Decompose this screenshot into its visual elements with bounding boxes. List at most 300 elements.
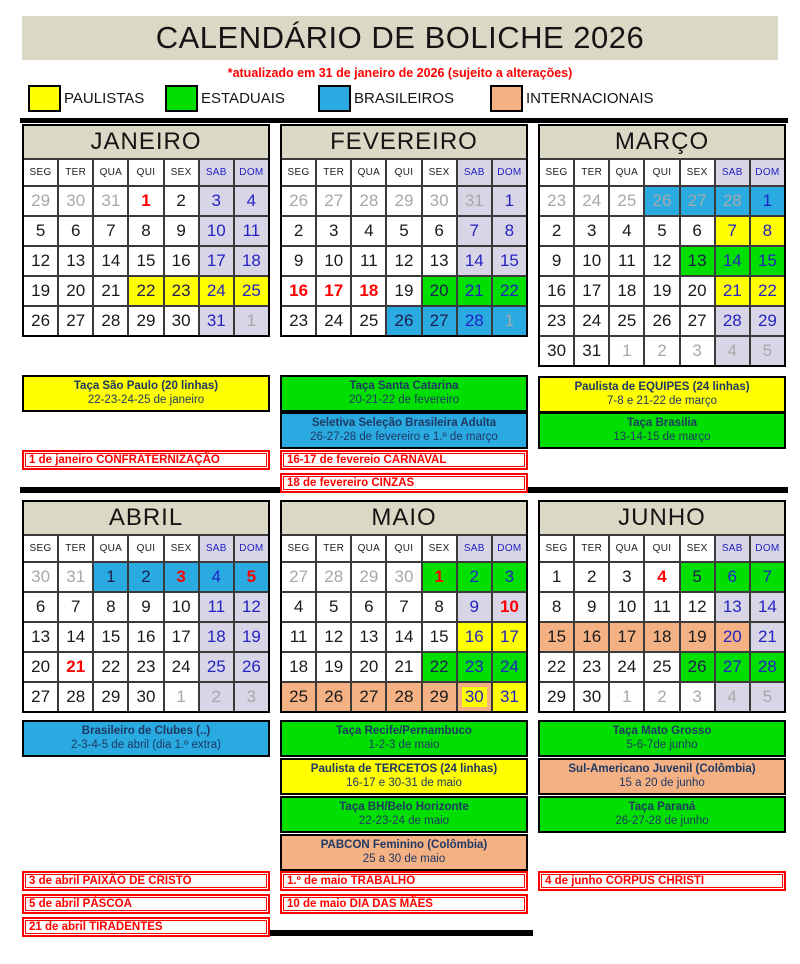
calendar-day-cell: 20: [681, 277, 714, 305]
calendar-day-cell: 27: [681, 187, 714, 215]
calendar-day-cell: 18: [200, 623, 233, 651]
day-header-cell: TER: [317, 536, 350, 561]
event-dates: 15 a 20 de junho: [619, 777, 705, 789]
calendar-day-cell: 5: [645, 217, 678, 245]
calendar-day-cell: 1: [493, 187, 526, 215]
legend-label: BRASILEIROS: [354, 90, 455, 107]
day-header-cell: DOM: [493, 160, 526, 185]
calendar-day-cell: 24: [575, 307, 608, 335]
calendar-day-cell: 1: [540, 563, 573, 591]
day-header-cell: TER: [59, 160, 92, 185]
calendar-day-cell: 13: [24, 623, 57, 651]
calendar-day-cell: 26: [282, 187, 315, 215]
calendar-day-cell: 21: [716, 277, 749, 305]
calendar-day-cell: 14: [716, 247, 749, 275]
calendar-day-cell: 6: [681, 217, 714, 245]
calendar-day-cell: 16: [458, 623, 491, 651]
day-header-cell: QUA: [94, 160, 127, 185]
calendar-day-cell: 30: [165, 307, 198, 335]
event-dates: 16-17 e 30-31 de maio: [346, 777, 462, 789]
event-dates: 26-27-28 de fevereiro e 1.º de março: [310, 431, 498, 443]
calendar-day-cell: 25: [200, 653, 233, 681]
calendar-day-cell: 4: [645, 563, 678, 591]
calendar-day-cell: 28: [751, 653, 784, 681]
day-header-cell: DOM: [751, 536, 784, 561]
event-title: Paulista de TERCETOS (24 linhas): [310, 763, 498, 775]
day-header-cell: QUA: [610, 160, 643, 185]
calendar-day-cell: 5: [751, 337, 784, 365]
day-header-cell: SAB: [458, 160, 491, 185]
day-header-cell: SEX: [423, 160, 456, 185]
calendar-day-cell: 4: [235, 187, 268, 215]
day-header-cell: SEX: [165, 160, 198, 185]
day-header-cell: DOM: [751, 160, 784, 185]
calendar-day-cell: 2: [200, 683, 233, 711]
calendar-day-cell: 18: [645, 623, 678, 651]
calendar-day-cell: 27: [317, 187, 350, 215]
legend-item-paulistas: [28, 85, 144, 112]
calendar-day-cell: 22: [423, 653, 456, 681]
calendar-day-cell: 19: [645, 277, 678, 305]
calendar-day-cell: 17: [575, 277, 608, 305]
calendar-day-cell: 16: [540, 277, 573, 305]
calendar-day-cell: 10: [493, 593, 526, 621]
calendar-day-cell: 27: [716, 653, 749, 681]
calendar-day-cell: 8: [129, 217, 162, 245]
calendar-day-cell: 12: [317, 623, 350, 651]
event-dates: 26-27-28 de junho: [615, 815, 709, 827]
calendar-day-cell: 29: [94, 683, 127, 711]
calendar-day-cell: 11: [610, 247, 643, 275]
calendar-day-cell: 8: [751, 217, 784, 245]
calendar-day-cell: 24: [610, 653, 643, 681]
calendar-day-cell: 28: [352, 187, 385, 215]
event-box: [280, 796, 528, 833]
calendar-day-cell: 12: [645, 247, 678, 275]
holiday-box: 5 de abril PÁSCOA: [22, 894, 270, 914]
legend-swatch-icon: [165, 85, 198, 112]
calendar-day-cell: 15: [493, 247, 526, 275]
holiday-box: 16-17 de fevereio CARNAVAL: [280, 450, 528, 470]
calendar-day-cell: 17: [200, 247, 233, 275]
section-divider-top: [20, 118, 788, 123]
calendar-day-cell: 28: [716, 187, 749, 215]
holiday-box: 4 de junho CORPUS CHRISTI: [538, 871, 786, 891]
day-header-cell: QUI: [645, 536, 678, 561]
calendar-day-cell: 5: [317, 593, 350, 621]
event-title: PABCON Feminino (Colômbia): [320, 839, 488, 851]
calendar-day-cell: 7: [751, 563, 784, 591]
calendar-day-cell: 5: [235, 563, 268, 591]
calendar-day-cell: 29: [540, 683, 573, 711]
event-dates: 20-21-22 de fevereiro: [349, 394, 459, 406]
calendar-day-cell: 28: [387, 683, 420, 711]
calendar-day-cell: 14: [458, 247, 491, 275]
month-calendar: [540, 160, 784, 365]
calendar-day-cell: 17: [317, 277, 350, 305]
calendar-day-cell: 4: [352, 217, 385, 245]
event-title: Taça Mato Grosso: [612, 725, 712, 737]
event-dates: 22-23-24 de maio: [358, 815, 450, 827]
calendar-day-cell: 19: [24, 277, 57, 305]
calendar-day-cell: 28: [458, 307, 491, 335]
day-header-cell: QUA: [610, 536, 643, 561]
legend-item-brasileiros: [318, 85, 454, 112]
holiday-box: 21 de abril TIRADENTES: [22, 917, 270, 937]
event-title: Taça Santa Catarina: [349, 380, 459, 392]
day-header-cell: SEG: [24, 536, 57, 561]
calendar-day-cell: 5: [387, 217, 420, 245]
calendar-day-cell: 4: [716, 337, 749, 365]
calendar-day-cell: 19: [317, 653, 350, 681]
calendar-day-cell: 23: [282, 307, 315, 335]
day-header-cell: TER: [575, 160, 608, 185]
month-title: MAIO: [282, 502, 526, 536]
calendar-day-cell: 3: [317, 217, 350, 245]
legend-label: INTERNACIONAIS: [526, 90, 654, 107]
calendar-day-cell: 5: [24, 217, 57, 245]
calendar-day-cell: 29: [352, 563, 385, 591]
holiday-box: 1 de janeiro CONFRATERNIZAÇÃO: [22, 450, 270, 470]
calendar-day-cell: 30: [540, 337, 573, 365]
day-header-cell: SAB: [716, 536, 749, 561]
month-calendar: [24, 536, 268, 711]
calendar-day-cell: 4: [610, 217, 643, 245]
calendar-day-cell: 23: [540, 307, 573, 335]
calendar-day-cell: 14: [59, 623, 92, 651]
calendar-day-cell: 24: [200, 277, 233, 305]
calendar-day-cell: 5: [751, 683, 784, 711]
calendar-day-cell: 24: [575, 187, 608, 215]
calendar-day-cell: 23: [540, 187, 573, 215]
legend-swatch-icon: [318, 85, 351, 112]
month-title: MARÇO: [540, 126, 784, 160]
calendar-day-cell: 2: [458, 563, 491, 591]
calendar-day-cell: 18: [282, 653, 315, 681]
calendar-day-cell: 30: [129, 683, 162, 711]
month-title: JANEIRO: [24, 126, 268, 160]
calendar-day-cell: 28: [94, 307, 127, 335]
event-title: Sul-Americano Juvenil (Colômbia): [568, 763, 756, 775]
calendar-day-cell: 3: [681, 337, 714, 365]
event-dates: 7-8 e 21-22 de março: [607, 395, 717, 407]
calendar-day-cell: 23: [129, 653, 162, 681]
day-header-cell: SEX: [681, 536, 714, 561]
calendar-day-cell: 1: [751, 187, 784, 215]
calendar-day-cell: 3: [681, 683, 714, 711]
calendar-day-cell: 15: [540, 623, 573, 651]
page-title: CALENDÁRIO DE BOLICHE 2026: [22, 16, 778, 60]
event-title: Taça São Paulo (20 linhas): [73, 380, 219, 392]
event-dates: 22-23-24-25 de janeiro: [87, 394, 205, 406]
calendar-day-cell: 23: [575, 653, 608, 681]
calendar-day-cell: 18: [610, 277, 643, 305]
calendar-day-cell: 31: [59, 563, 92, 591]
holiday-box: 1.º de maio TRABALHO: [280, 871, 528, 891]
month-title: JUNHO: [540, 502, 784, 536]
day-header-cell: DOM: [235, 536, 268, 561]
month-março: [538, 124, 786, 367]
calendar-day-cell: 22: [751, 277, 784, 305]
calendar-day-cell: 12: [235, 593, 268, 621]
calendar-day-cell: 22: [493, 277, 526, 305]
calendar-day-cell: 10: [317, 247, 350, 275]
calendar-day-cell: 18: [352, 277, 385, 305]
event-box: [280, 758, 528, 795]
calendar-day-cell: 2: [575, 563, 608, 591]
calendar-day-cell: 8: [423, 593, 456, 621]
calendar-day-cell: 25: [352, 307, 385, 335]
calendar-day-cell: 30: [59, 187, 92, 215]
calendar-day-cell: 11: [645, 593, 678, 621]
day-header-cell: QUA: [352, 536, 385, 561]
calendar-day-cell: 13: [352, 623, 385, 651]
legend-item-internacionais: [490, 85, 654, 112]
calendar-day-cell: 3: [200, 187, 233, 215]
event-box: [538, 796, 786, 833]
day-header-cell: SEX: [423, 536, 456, 561]
calendar-day-cell: 29: [423, 683, 456, 711]
calendar-day-cell: 9: [458, 593, 491, 621]
day-header-cell: SEG: [540, 160, 573, 185]
calendar-day-cell: 9: [575, 593, 608, 621]
calendar-day-cell: 7: [59, 593, 92, 621]
calendar-day-cell: 25: [645, 653, 678, 681]
calendar-day-cell: 26: [681, 653, 714, 681]
month-title: FEVEREIRO: [282, 126, 526, 160]
calendar-day-cell: 26: [645, 307, 678, 335]
calendar-day-cell: 11: [352, 247, 385, 275]
calendar-day-cell: 27: [352, 683, 385, 711]
calendar-day-cell: 27: [59, 307, 92, 335]
event-box: [538, 720, 786, 757]
calendar-day-cell: 7: [716, 217, 749, 245]
calendar-day-cell: 20: [716, 623, 749, 651]
calendar-day-cell: 2: [282, 217, 315, 245]
calendar-day-cell: 13: [716, 593, 749, 621]
event-box: [280, 720, 528, 757]
calendar-day-cell: 15: [94, 623, 127, 651]
calendar-day-cell: 11: [235, 217, 268, 245]
event-dates: 25 a 30 de maio: [362, 853, 446, 865]
calendar-day-cell: 29: [751, 307, 784, 335]
calendar-day-cell: 25: [235, 277, 268, 305]
day-header-cell: SEG: [540, 536, 573, 561]
calendar-day-cell: 19: [681, 623, 714, 651]
calendar-day-cell: 31: [493, 683, 526, 711]
day-header-cell: QUI: [129, 536, 162, 561]
calendar-day-cell: 24: [165, 653, 198, 681]
calendar-day-cell: 1: [129, 187, 162, 215]
calendar-day-cell: 19: [235, 623, 268, 651]
calendar-day-cell: 10: [165, 593, 198, 621]
event-box: [280, 412, 528, 449]
calendar-day-cell: 21: [387, 653, 420, 681]
calendar-day-cell: 29: [24, 187, 57, 215]
calendar-day-cell: 24: [493, 653, 526, 681]
calendar-day-cell: 13: [681, 247, 714, 275]
event-box: [538, 412, 786, 449]
calendar-day-cell: 8: [94, 593, 127, 621]
calendar-day-cell: 31: [94, 187, 127, 215]
calendar-day-cell: 13: [423, 247, 456, 275]
calendar-day-cell: 30: [24, 563, 57, 591]
calendar-day-cell: 22: [129, 277, 162, 305]
event-dates: 13-14-15 de março: [613, 431, 711, 443]
day-header-cell: SAB: [716, 160, 749, 185]
calendar-day-cell: 25: [610, 307, 643, 335]
calendar-day-cell: 2: [645, 337, 678, 365]
calendar-day-cell: 3: [235, 683, 268, 711]
calendar-day-cell: 13: [59, 247, 92, 275]
calendar-day-cell: 18: [235, 247, 268, 275]
calendar-day-cell: 26: [235, 653, 268, 681]
calendar-day-cell: 22: [540, 653, 573, 681]
calendar-day-cell: 10: [575, 247, 608, 275]
calendar-day-cell: 23: [458, 653, 491, 681]
calendar-day-cell: 11: [200, 593, 233, 621]
calendar-day-cell: 16: [129, 623, 162, 651]
month-calendar: [282, 536, 526, 711]
month-fevereiro: [280, 124, 528, 337]
day-header-cell: QUI: [129, 160, 162, 185]
legend-label: PAULISTAS: [64, 90, 145, 107]
calendar-day-cell: 2: [129, 563, 162, 591]
calendar-day-cell: 30: [458, 683, 491, 711]
event-box: [22, 720, 270, 757]
day-header-cell: TER: [59, 536, 92, 561]
calendar-day-cell: 12: [681, 593, 714, 621]
calendar-day-cell: 6: [24, 593, 57, 621]
calendar-day-cell: 3: [493, 563, 526, 591]
calendar-day-cell: 3: [165, 563, 198, 591]
event-dates: 2-3-4-5 de abril (dia 1.º extra): [71, 739, 221, 751]
day-header-cell: QUA: [352, 160, 385, 185]
calendar-day-cell: 15: [423, 623, 456, 651]
calendar-day-cell: 31: [200, 307, 233, 335]
calendar-day-cell: 15: [129, 247, 162, 275]
event-box: [280, 834, 528, 871]
calendar-day-cell: 26: [645, 187, 678, 215]
day-header-cell: SAB: [458, 536, 491, 561]
calendar-day-cell: 16: [575, 623, 608, 651]
calendar-day-cell: 10: [610, 593, 643, 621]
calendar-day-cell: 6: [716, 563, 749, 591]
day-header-cell: DOM: [493, 536, 526, 561]
calendar-day-cell: 28: [317, 563, 350, 591]
calendar-day-cell: 27: [681, 307, 714, 335]
month-junho: [538, 500, 786, 713]
calendar-day-cell: 7: [387, 593, 420, 621]
calendar-day-cell: 17: [165, 623, 198, 651]
calendar-day-cell: 30: [423, 187, 456, 215]
calendar-day-cell: 28: [59, 683, 92, 711]
day-header-cell: QUI: [645, 160, 678, 185]
calendar-day-cell: 3: [610, 563, 643, 591]
day-header-cell: SEX: [165, 536, 198, 561]
day-header-cell: SEG: [282, 536, 315, 561]
calendar-day-cell: 21: [458, 277, 491, 305]
calendar-day-cell: 31: [458, 187, 491, 215]
calendar-day-cell: 26: [387, 307, 420, 335]
event-dates: 5-6-7de junho: [626, 739, 698, 751]
update-note: *atualizado em 31 de janeiro de 2026 (sujeito a alterações): [227, 66, 573, 80]
calendar-day-cell: 25: [282, 683, 315, 711]
month-title: ABRIL: [24, 502, 268, 536]
day-header-cell: SEG: [282, 160, 315, 185]
month-maio: [280, 500, 528, 713]
calendar-day-cell: 20: [24, 653, 57, 681]
calendar-day-cell: 12: [387, 247, 420, 275]
calendar-day-cell: 14: [387, 623, 420, 651]
calendar-day-cell: 1: [94, 563, 127, 591]
calendar-day-cell: 14: [94, 247, 127, 275]
calendar-day-cell: 9: [165, 217, 198, 245]
event-title: Taça BH/Belo Horizonte: [339, 801, 469, 813]
day-header-cell: TER: [575, 536, 608, 561]
holiday-box: 10 de maio DIA DAS MÃES: [280, 894, 528, 914]
calendar-day-cell: 4: [282, 593, 315, 621]
calendar-day-cell: 16: [282, 277, 315, 305]
month-calendar: [24, 160, 268, 335]
event-title: Paulista de EQUIPES (24 linhas): [574, 381, 750, 393]
calendar-day-cell: 27: [423, 307, 456, 335]
event-box: [538, 376, 786, 413]
day-header-cell: QUA: [94, 536, 127, 561]
calendar-day-cell: 6: [352, 593, 385, 621]
month-janeiro: [22, 124, 270, 337]
calendar-day-cell: 17: [493, 623, 526, 651]
calendar-day-cell: 28: [716, 307, 749, 335]
event-title: Brasileiro de Clubes (..): [81, 725, 211, 737]
event-title: Taça Paraná: [628, 801, 696, 813]
calendar-day-cell: 21: [94, 277, 127, 305]
calendar-day-cell: 4: [716, 683, 749, 711]
calendar-day-cell: 20: [59, 277, 92, 305]
calendar-day-cell: 27: [282, 563, 315, 591]
day-header-cell: QUI: [387, 160, 420, 185]
calendar-day-cell: 26: [317, 683, 350, 711]
day-header-cell: TER: [317, 160, 350, 185]
holiday-box: 3 de abril PAIXÃO DE CRISTO: [22, 871, 270, 891]
day-header-cell: SEG: [24, 160, 57, 185]
event-dates: 1-2-3 de maio: [368, 739, 440, 751]
event-title: Taça Recife/Pernambuco: [336, 725, 472, 737]
day-header-cell: DOM: [235, 160, 268, 185]
calendar-day-cell: 25: [610, 187, 643, 215]
calendar-day-cell: 15: [751, 247, 784, 275]
calendar-day-cell: 27: [24, 683, 57, 711]
day-header-cell: SEX: [681, 160, 714, 185]
holiday-box: 18 de fevereiro CINZAS: [280, 473, 528, 493]
event-box: [538, 758, 786, 795]
calendar-day-cell: 21: [751, 623, 784, 651]
calendar-day-cell: 31: [575, 337, 608, 365]
calendar-day-cell: 16: [165, 247, 198, 275]
calendar-day-cell: 1: [165, 683, 198, 711]
calendar-day-cell: 3: [575, 217, 608, 245]
event-title: Taça Brasilia: [626, 417, 698, 429]
calendar-day-cell: 23: [165, 277, 198, 305]
month-abril: [22, 500, 270, 713]
month-calendar: [540, 536, 784, 711]
calendar-day-cell: 8: [493, 217, 526, 245]
event-title: Seletiva Seleção Brasileira Adulta: [311, 417, 497, 429]
calendar-day-cell: 5: [681, 563, 714, 591]
calendar-day-cell: 9: [540, 247, 573, 275]
calendar-day-cell: 17: [610, 623, 643, 651]
day-header-cell: SAB: [200, 536, 233, 561]
